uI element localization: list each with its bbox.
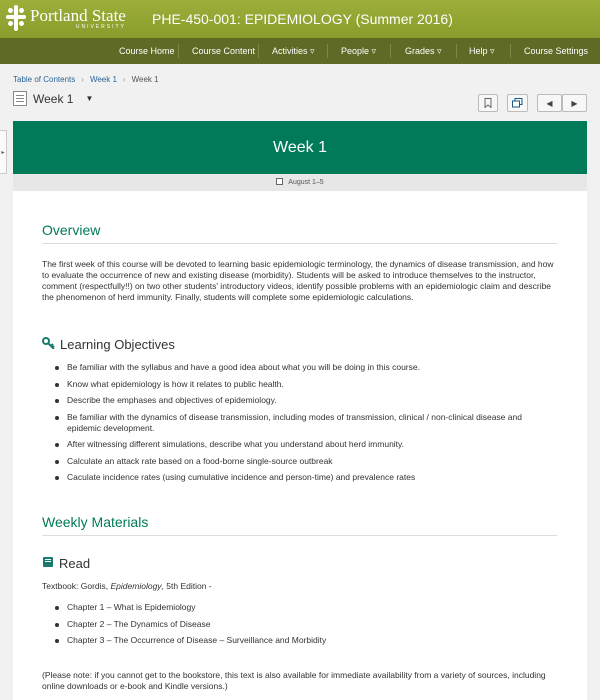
chevron-down-icon[interactable]: ▼ — [85, 94, 94, 103]
textbook-suffix: , 5th Edition - — [161, 581, 212, 591]
list-item: Caculate incidence rates (using cumulative incidence and person-time) and prevalence rates — [53, 472, 558, 483]
calendar-icon — [276, 178, 283, 185]
logo-mark-icon — [6, 5, 26, 31]
list-item: Chapter 3 – The Occurrence of Disease – Surveillance and Morbidity — [53, 635, 558, 646]
university-logo[interactable] — [6, 5, 126, 31]
textbook-title: Epidemiology — [110, 581, 162, 591]
chapters-list — [53, 602, 558, 652]
nav-course-settings[interactable]: Course Settings — [524, 46, 589, 56]
nav-activities[interactable]: Activities ▿ — [272, 46, 315, 56]
breadcrumb-week-1[interactable]: Week 1 — [89, 75, 117, 84]
date-range — [13, 174, 587, 191]
top-bar — [0, 0, 600, 38]
bookstore-note: (Please note: if you cannot get to the bookstore, this text is also available for immediate availability from a variety of sources, including online downloads or e-book and Kindle versions.) — [42, 670, 546, 691]
objectives-heading — [42, 337, 175, 352]
page-header — [13, 91, 93, 106]
textbook-prefix: Textbook: Gordis, — [42, 581, 111, 591]
weekly-materials-heading: Weekly Materials — [42, 514, 149, 530]
list-item: Calculate an attack rate based on a food-borne single-source outbreak — [53, 456, 558, 467]
objectives-heading-text: Learning Objectives — [60, 337, 175, 352]
course-title[interactable]: PHE-450-001: EPIDEMIOLOGY (Summer 2016) — [152, 11, 453, 27]
nav-grades[interactable]: Grades ▿ — [405, 46, 442, 56]
read-heading-text: Read — [59, 556, 91, 571]
list-item: Describe the emphases and objectives of epidemiology. — [53, 395, 558, 406]
chevron-right-icon: › — [81, 75, 84, 84]
list-item: Chapter 2 – The Dynamics of Disease — [53, 619, 558, 630]
nav-people[interactable]: People ▿ — [341, 46, 377, 56]
textbook-line — [42, 581, 559, 592]
nav-course-home[interactable]: Course Home — [119, 46, 175, 56]
breadcrumb — [13, 75, 159, 84]
prev-icon: ◀ — [546, 98, 553, 108]
objectives-list — [53, 362, 558, 489]
next-topic-button[interactable] — [562, 94, 587, 112]
bookmark-icon — [484, 98, 492, 108]
overview-heading: Overview — [42, 222, 101, 238]
book-icon — [42, 556, 54, 571]
view-pages-button[interactable] — [507, 94, 528, 112]
side-panel-toggle[interactable] — [0, 130, 7, 174]
date-range-text: August 1–5 — [288, 179, 324, 186]
overview-text: The first week of this course will be devoted to learning basic epidemiologic terminology, the dynamics of disease transmission, and how to evaluate the occurrence of new and existing disease (morbidity). Students will be asked to introduce themselves to the instructor, comment (respectfully!!) on two other students' introductory videos, identify possible problems with an epidemiologic claim and describe the phenomenon of herd immunity. Finally, students will complete some epidemiologic calculations. — [42, 259, 554, 302]
page-icon — [13, 91, 27, 106]
list-item: Be familiar with the dynamics of disease transmission, including modes of transmission, clinical / non-clinical disease and epidemic development. — [53, 412, 558, 434]
divider — [42, 535, 557, 536]
list-item: Chapter 1 – What is Epidemiology — [53, 602, 558, 613]
course-navbar — [0, 38, 600, 64]
list-item: Know what epidemiology is how it relates to public health. — [53, 379, 558, 390]
page-title: Week 1 — [33, 91, 74, 106]
divider — [42, 243, 557, 244]
breadcrumb-current: Week 1 — [131, 75, 159, 84]
list-item: Be familiar with the syllabus and have a good idea about what you will be doing in this course. — [53, 362, 558, 373]
chevron-right-icon: ▸ — [1, 149, 5, 156]
list-item: After witnessing different simulations, describe what you understand about herd immunity. — [53, 439, 558, 450]
week-banner: Week 1 — [13, 121, 587, 174]
pages-icon — [512, 98, 523, 108]
previous-topic-button[interactable] — [537, 94, 562, 112]
brand-sub: UNIVERSITY — [75, 23, 126, 30]
next-icon: ▶ — [571, 98, 578, 108]
nav-help[interactable]: Help ▿ — [469, 46, 495, 56]
chevron-right-icon: › — [122, 75, 126, 84]
brand-name: Portland State — [30, 5, 126, 25]
breadcrumb-table-of-contents[interactable]: Table of Contents — [13, 75, 76, 84]
content-panel — [13, 121, 587, 700]
key-icon — [42, 337, 55, 352]
bookmark-button[interactable] — [478, 94, 498, 112]
read-heading — [42, 556, 90, 571]
nav-course-content[interactable]: Course Content — [192, 46, 256, 56]
